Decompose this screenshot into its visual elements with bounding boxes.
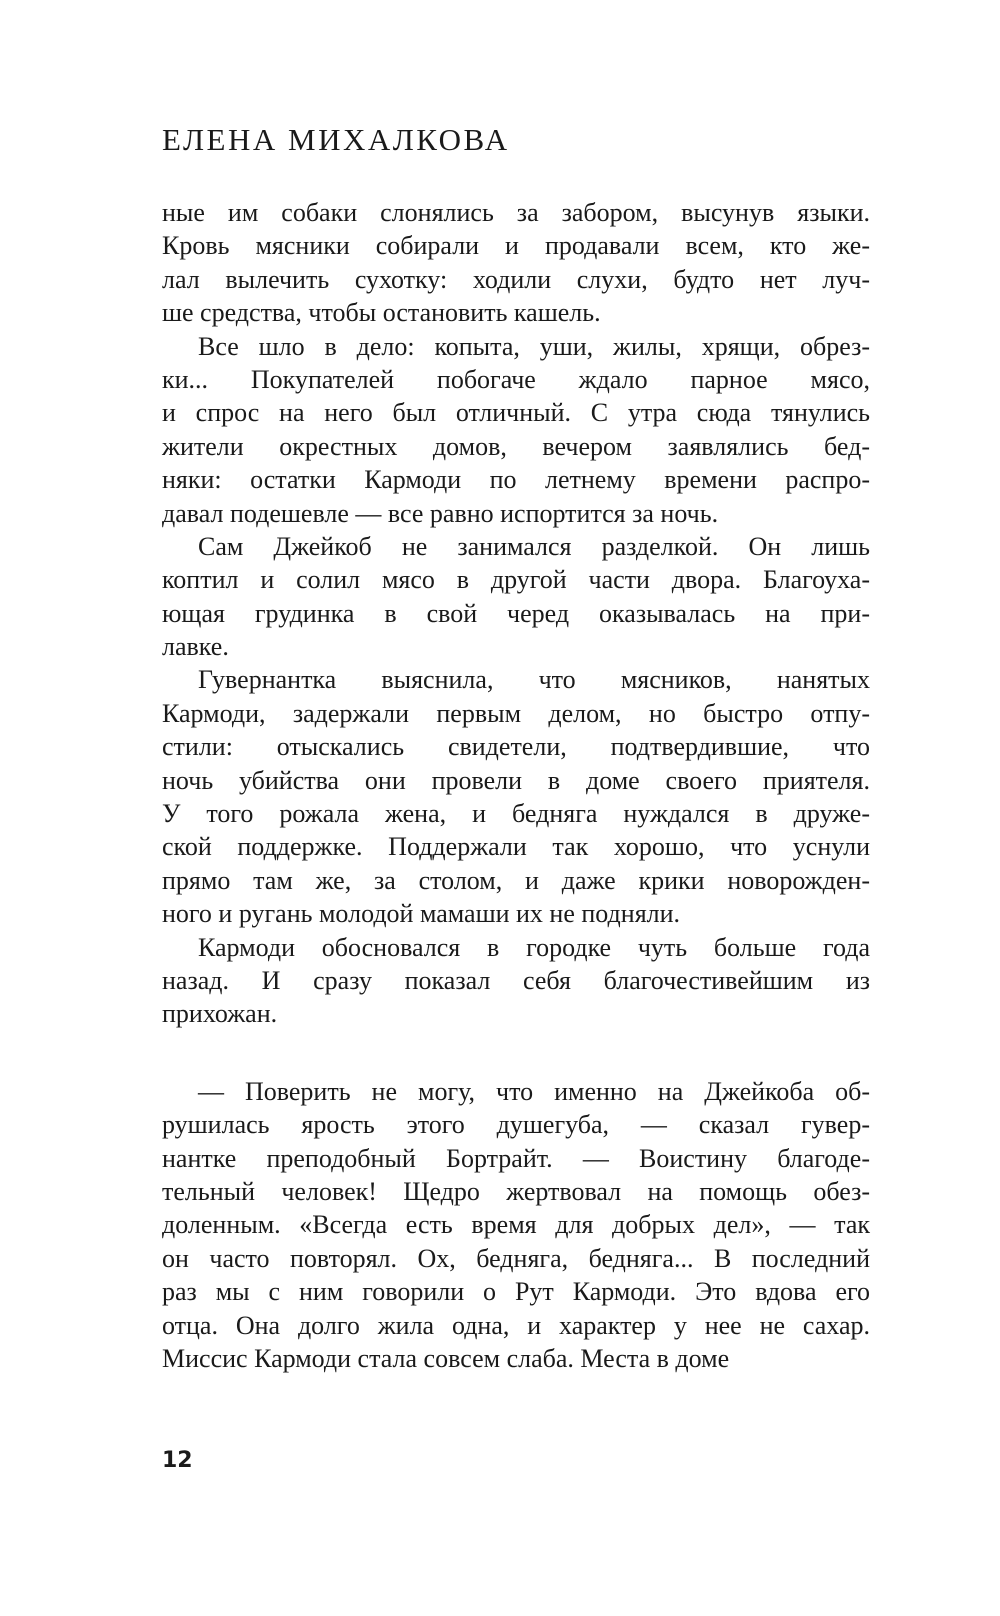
text-line: лавке. [162, 632, 229, 662]
text-line: прямо там же, за столом, и даже крики новорожден- [162, 865, 870, 895]
text-line: ночь убийства они провели в доме своего приятеля. [162, 765, 870, 795]
text-line: — Поверить не могу, что именно на Джейкоба об- [198, 1076, 870, 1106]
text-line: ющая грудинка в свой черед оказывалась на при- [162, 598, 870, 628]
text-line: жители окрестных домов, вечером заявлялись бед- [162, 431, 870, 461]
text-line: давал подешевле — все равно испортится за ночь. [162, 498, 719, 528]
text-line: рушилась ярость этого душегуба, — сказал гувер- [162, 1110, 870, 1140]
text-line: У того рожала жена, и бедняга нуждался в друже- [162, 799, 870, 829]
text-line: Все шло в дело: копыта, уши, жилы, хрящи, обрез- [198, 331, 870, 361]
text-line: Гувернантка выяснила, что мясников, нанятых [198, 665, 870, 695]
text-line: коптил и солил мясо в другой части двора. Благоуха- [162, 565, 870, 595]
paragraph [162, 1075, 870, 1376]
running-head-author: ЕЛЕНА МИХАЛКОВА [162, 122, 510, 157]
text-line: лал вылечить сухотку: ходили слухи, будто нет луч- [162, 264, 870, 294]
text-line: он часто повторял. Ох, бедняга, бедняга... В последний [162, 1243, 870, 1273]
paragraph [162, 330, 870, 530]
text-line: ного и ругань молодой мамаши их не подняли. [162, 899, 681, 929]
text-line: прихожан. [162, 999, 278, 1029]
text-line: Кровь мясники собирали и продавали всем, кто же- [162, 231, 870, 261]
text-line: ки... Покупателей побогаче ждало парное мясо, [162, 364, 870, 394]
text-line: отца. Она долго жила одна, и характер у нее не сахар. [162, 1310, 870, 1340]
text-line: раз мы с ним говорили о Рут Кармоди. Это вдова его [162, 1277, 870, 1307]
text-line: тельный человек! Щедро жертвовал на помощь обез- [162, 1176, 870, 1206]
paragraph [162, 530, 870, 664]
text-line: няки: остатки Кармоди по летнему времени распро- [162, 465, 870, 495]
text-line: нантке преподобный Бортрайт. — Воистину благоде- [162, 1143, 870, 1173]
text-line: ше средства, чтобы остановить кашель. [162, 298, 601, 328]
text-line: и спрос на него был отличный. С утра сюда тянулись [162, 398, 870, 428]
text-line: ской поддержке. Поддержали так хорошо, что уснули [162, 832, 870, 862]
text-line: стили: отыскались свидетели, подтвердившие, что [162, 732, 870, 762]
body-text [162, 196, 870, 1375]
paragraph [162, 663, 870, 930]
text-line: Кармоди, задержали первым делом, но быстро отпу- [162, 698, 870, 728]
paragraph [162, 931, 870, 1031]
page-number: 12 [162, 1448, 193, 1473]
paragraph [162, 196, 870, 330]
text-line: назад. И сразу показал себя благочестивейшим из [162, 965, 870, 995]
text-line: доленным. «Всегда есть время для добрых дел», — так [162, 1210, 870, 1240]
text-line: Сам Джейкоб не занимался разделкой. Он лишь [198, 531, 870, 561]
text-line: ные им собаки слонялись за забором, высунув языки. [162, 198, 870, 227]
text-line: Кармоди обосновался в городке чуть больше года [198, 932, 870, 962]
text-line: Миссис Кармоди стала совсем слаба. Места в доме [162, 1343, 730, 1373]
